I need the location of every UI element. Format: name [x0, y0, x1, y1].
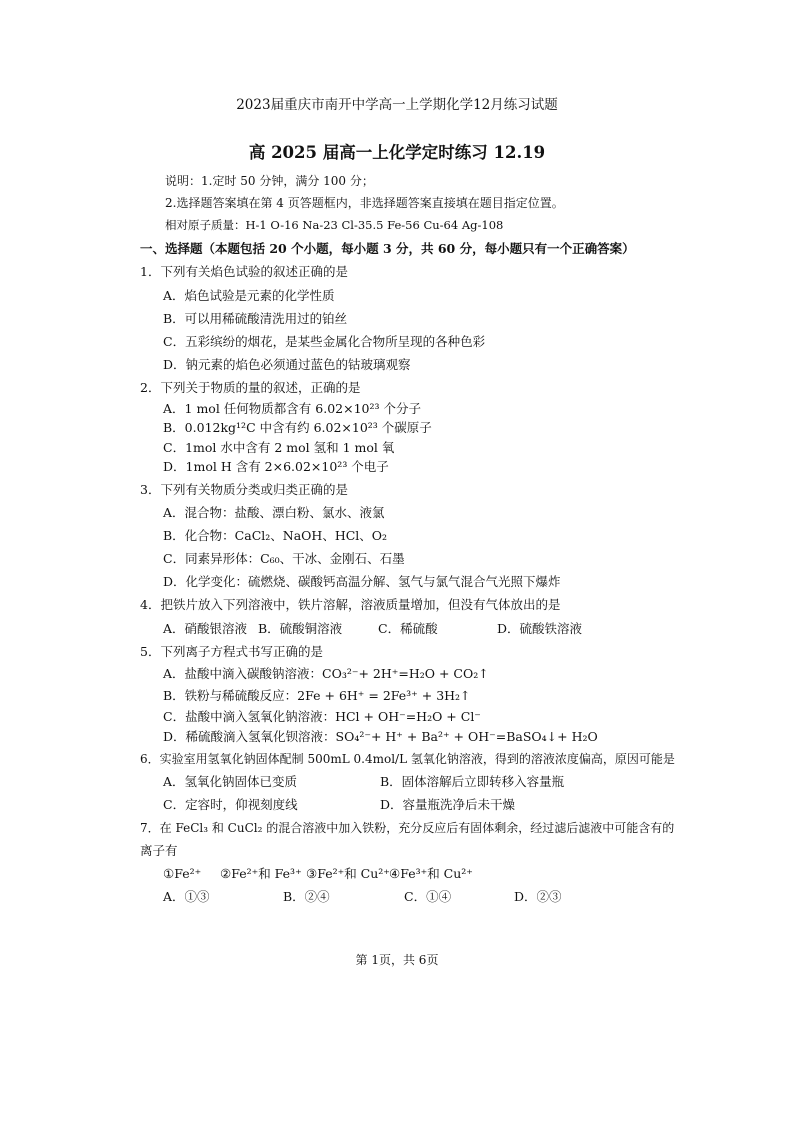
- question-1-option-b: B．可以用稀硫酸清洗用过的铂丝: [163, 311, 348, 326]
- question-4-option-d: D．硫酸铁溶液: [497, 621, 583, 636]
- question-5-option-b: B．铁粉与稀硫酸反应：2Fe + 6H⁺ = 2Fe³⁺ + 3H₂↑: [163, 688, 471, 703]
- question-7-ion-2: ②Fe²⁺和 Fe³⁺: [220, 866, 302, 881]
- question-7-option-c: C．①④: [404, 889, 452, 904]
- question-6-option-c: C．定容时，仰视刻度线: [163, 797, 298, 812]
- question-5-option-d: D．稀硫酸滴入氢氧化钡溶液：SO₄²⁻+ H⁺ + Ba²⁺ + OH⁻=BaSO₄↓+ H₂O: [163, 729, 598, 744]
- question-2-stem: 2．下列关于物质的量的叙述，正确的是: [140, 380, 361, 395]
- question-3-stem: 3．下列有关物质分类或归类正确的是: [140, 482, 348, 497]
- question-1-option-c: C．五彩缤纷的烟花，是某些金属化合物所呈现的各种色彩: [163, 334, 486, 349]
- page-footer: 第 1页，共 6页: [355, 953, 439, 967]
- question-5-option-a: A．盐酸中滴入碳酸钠溶液：CO₃²⁻+ 2H⁺=H₂O + CO₂↑: [163, 666, 489, 681]
- question-2-option-b: B．0.012kg¹²C 中含有约 6.02×10²³ 个碳原子: [163, 420, 432, 435]
- question-3-option-b: B．化合物：CaCl₂、NaOH、HCl、O₂: [163, 528, 388, 543]
- question-3-option-d: D．化学变化：硫燃烧、碳酸钙高温分解、氢气与氯气混合气光照下爆炸: [163, 574, 561, 589]
- document-title: 2023届重庆市南开中学高一上学期化学12月练习试题: [236, 97, 558, 113]
- question-4-option-c: C．稀硫酸: [378, 621, 438, 636]
- note-line-2: 2.选择题答案填在第 4 页答题框内，非选择题答案直接填在题目指定位置。: [165, 196, 564, 210]
- atomic-mass-note: 相对原子质量：H-1 O-16 Na-23 Cl-35.5 Fe-56 Cu-64 Ag-108: [165, 218, 504, 232]
- question-7-ion-4: ④Fe³⁺和 Cu²⁺: [389, 866, 473, 881]
- question-1-option-d: D．钠元素的焰色必须通过蓝色的钴玻璃观察: [163, 357, 411, 372]
- section-heading: 一、选择题（本题包括 20 个小题，每小题 3 分，共 60 分，每小题只有一个正确答案）: [140, 241, 635, 256]
- question-6-option-b: B．固体溶解后立即转移入容量瓶: [380, 774, 565, 789]
- exam-title: 高 2025 届高一上化学定时练习 12.19: [248, 143, 546, 162]
- question-6-option-a: A．氢氧化钠固体已变质: [163, 774, 298, 789]
- question-3-option-a: A．混合物：盐酸、漂白粉、氯水、液氯: [163, 505, 385, 520]
- question-5-option-c: C．盐酸中滴入氢氧化钠溶液：HCl + OH⁻=H₂O + Cl⁻: [163, 709, 481, 724]
- question-7-option-b: B．②④: [283, 889, 330, 904]
- question-3-option-c: C．同素异形体：C₆₀、干冰、金刚石、石墨: [163, 551, 405, 566]
- question-7-ion-3: ③Fe²⁺和 Cu²⁺: [306, 866, 390, 881]
- question-1-option-a: A．焰色试验是元素的化学性质: [163, 288, 335, 303]
- question-2-option-d: D．1mol H 含有 2×6.02×10²³ 个电子: [163, 459, 389, 474]
- note-line-1: 说明：1.定时 50 分钟，满分 100 分；: [165, 174, 374, 188]
- question-6-stem: 6．实验室用氢氧化钠固体配制 500mL 0.4mol/L 氢氧化钠溶液，得到的溶液浓度偏高，原因可能是: [140, 752, 675, 766]
- question-7-option-a: A．①③: [163, 889, 210, 904]
- question-7-ion-1: ①Fe²⁺: [163, 866, 202, 881]
- question-1-stem: 1．下列有关焰色试验的叙述正确的是: [140, 264, 348, 279]
- question-2-option-a: A．1 mol 任何物质都含有 6.02×10²³ 个分子: [163, 401, 421, 416]
- question-6-option-d: D．容量瓶洗净后未干燥: [380, 797, 516, 812]
- question-2-option-c: C．1mol 水中含有 2 mol 氢和 1 mol 氧: [163, 440, 395, 455]
- question-5-stem: 5．下列离子方程式书写正确的是: [140, 644, 323, 659]
- question-4-stem: 4．把铁片放入下列溶液中，铁片溶解，溶液质量增加，但没有气体放出的是: [140, 597, 561, 612]
- question-7-stem-continued: 离子有: [140, 843, 178, 858]
- question-7-option-d: D．②③: [514, 889, 562, 904]
- question-7-stem: 7．在 FeCl₃ 和 CuCl₂ 的混合溶液中加入铁粉，充分反应后有固体剩余，经过滤后滤液中可能含有的: [140, 821, 675, 835]
- question-4-option-a: A．硝酸银溶液: [163, 621, 248, 636]
- question-4-option-b: B．硫酸铜溶液: [258, 621, 343, 636]
